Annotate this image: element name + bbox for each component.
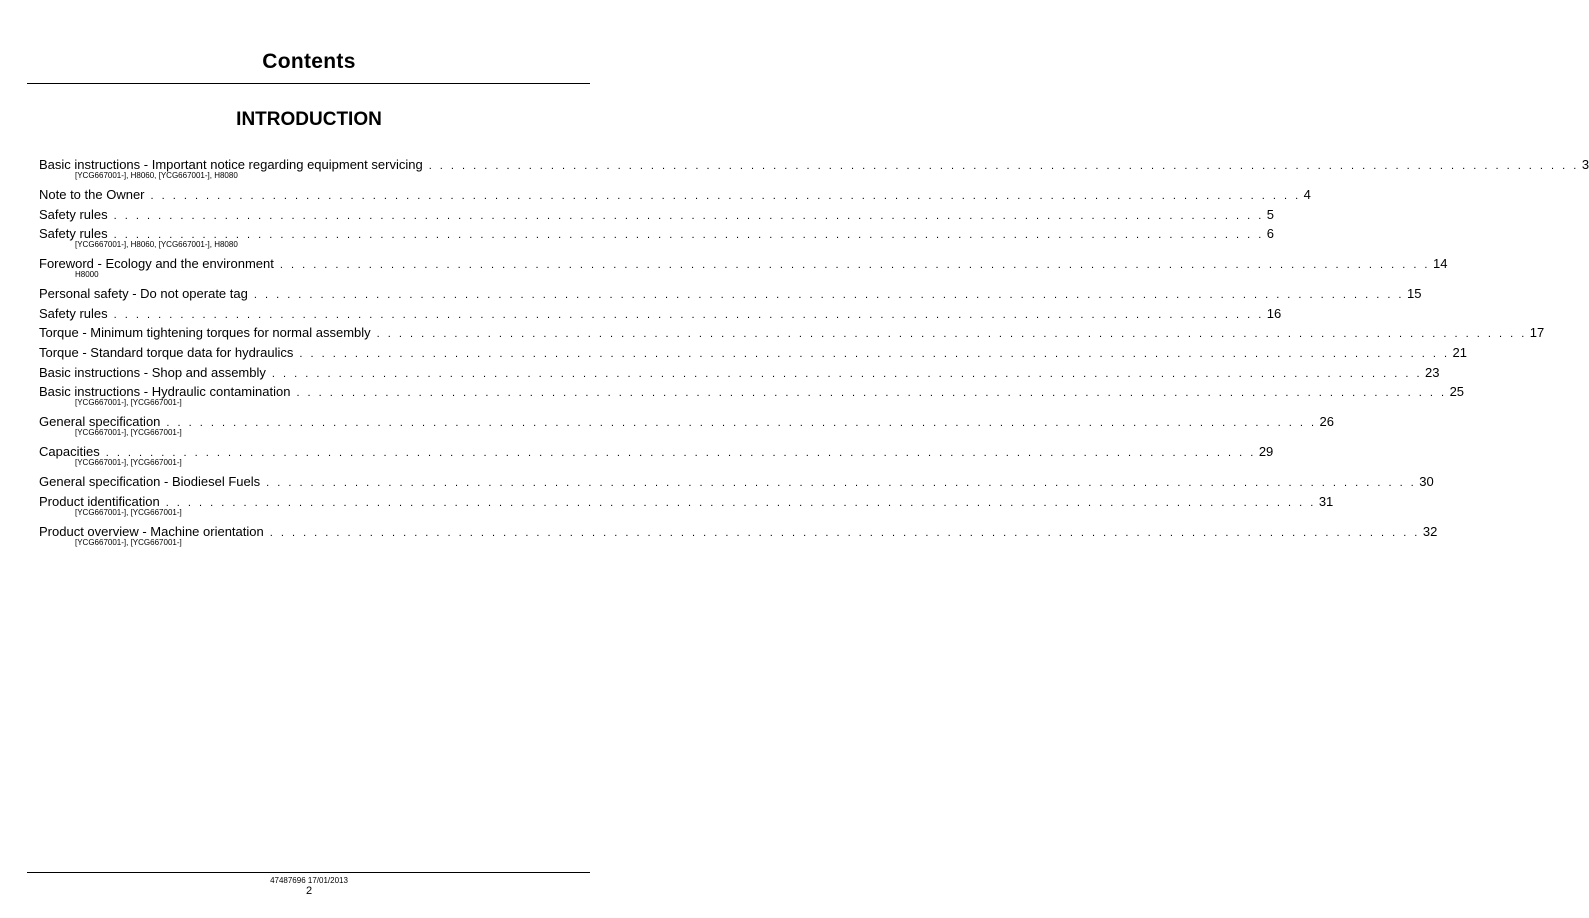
footer-rule — [27, 872, 590, 873]
toc-entry-page-number: 6 — [1266, 226, 1275, 242]
table-of-contents — [39, 157, 1589, 554]
toc-entry-page-number: 32 — [1422, 523, 1438, 539]
toc-dot-leader: . . . . . . . . . . . . . . . . . . . . . . . . . . . . . . . . . . . . . . . . . . . . . . . . . . . . . . . . . . . . . . . . . . . . . . . . . . . . . . . . . . . . . . . . . . . . . . . . . . . . . . . . — [428, 160, 1579, 172]
toc-entry-line — [39, 474, 1434, 490]
toc-entry[interactable] — [39, 157, 1589, 187]
toc-dot-leader: . . . . . . . . . . . . . . . . . . . . . . . . . . . . . . . . . . . . . . . . . . . . . . . . . . . . . . . . . . . . . . . . . . . . . . . . . . . . . . . . . . . . . . . . . . . . . . . . . . . . . . . . — [113, 308, 1264, 321]
toc-entry-page-number: 3 — [1581, 157, 1589, 172]
toc-entry-page-number: 21 — [1452, 344, 1467, 360]
toc-entry-applicability: [YCG667001-], [YCG667001-] — [75, 428, 182, 438]
toc-dot-leader: . . . . . . . . . . . . . . . . . . . . . . . . . . . . . . . . . . . . . . . . . . . . . . . . . . . . . . . . . . . . . . . . . . . . . . . . . . . . . . . . . . . . . . . . . . . . . . . . . . . . . . . . — [271, 367, 1423, 380]
toc-entry-title: Safety rules — [39, 206, 108, 222]
toc-entry-page-number: 5 — [1266, 206, 1275, 222]
toc-entry-applicability: [YCG667001-], H8060, [YCG667001-], H8080 — [75, 171, 238, 180]
toc-dot-leader: . . . . . . . . . . . . . . . . . . . . . . . . . . . . . . . . . . . . . . . . . . . . . . . . . . . . . . . . . . . . . . . . . . . . . . . . . . . . . . . . . . . . . . . . . . . . . . . . . . . . . . . . — [269, 526, 1420, 539]
toc-entry-line — [39, 305, 1282, 322]
toc-entry-line — [39, 187, 1311, 203]
toc-entry-title: General specification — [39, 414, 161, 430]
toc-entry-applicability: [YCG667001-], [YCG667001-] — [75, 537, 182, 547]
toc-entry-page-number: 25 — [1449, 384, 1465, 400]
toc-entry-page-number: 17 — [1529, 325, 1545, 341]
footer-page-number: 2 — [305, 885, 313, 897]
section-heading: INTRODUCTION — [236, 109, 382, 130]
toc-entry-title: Safety rules — [39, 305, 108, 321]
toc-entry[interactable] — [39, 474, 1434, 494]
toc-entry-page-number: 30 — [1419, 474, 1434, 490]
toc-entry-page-number: 16 — [1266, 305, 1282, 321]
toc-entry-page-number: 31 — [1318, 493, 1334, 509]
toc-entry-title: Torque - Minimum tightening torques for normal assembly — [39, 325, 371, 341]
toc-entry-title: General specification - Biodiesel Fuels — [39, 474, 261, 490]
toc-entry[interactable] — [39, 523, 1438, 554]
toc-entry-page-number: 14 — [1432, 256, 1448, 272]
toc-dot-leader: . . . . . . . . . . . . . . . . . . . . . . . . . . . . . . . . . . . . . . . . . . . . . . . . . . . . . . . . . . . . . . . . . . . . . . . . . . . . . . . . . . . . . . . . . . . . . . . . . . . . . . . . — [376, 328, 1527, 341]
toc-entry[interactable] — [39, 344, 1467, 365]
toc-entry-applicability: H8000 — [75, 270, 99, 280]
toc-entry-applicability: [YCG667001-], [YCG667001-] — [75, 398, 182, 408]
toc-dot-leader: . . . . . . . . . . . . . . . . . . . . . . . . . . . . . . . . . . . . . . . . . . . . . . . . . . . . . . . . . . . . . . . . . . . . . . . . . . . . . . . . . . . . . . . . . . . . . . . . . . . . . . . . — [166, 417, 1317, 430]
toc-entry-title: Personal safety - Do not operate tag — [39, 286, 248, 302]
toc-entry[interactable] — [39, 384, 1465, 414]
footer-document-reference: 47487696 17/01/2013 — [270, 876, 348, 885]
toc-entry[interactable] — [39, 187, 1311, 207]
toc-entry-title: Note to the Owner — [39, 187, 145, 202]
toc-dot-leader: . . . . . . . . . . . . . . . . . . . . . . . . . . . . . . . . . . . . . . . . . . . . . . . . . . . . . . . . . . . . . . . . . . . . . . . . . . . . . . . . . . . . . . . . . . . . . . . . . . . . . . . . — [279, 259, 1430, 272]
toc-entry-page-number: 4 — [1303, 187, 1311, 202]
page-title: Contents — [262, 50, 356, 73]
toc-entry-applicability: [YCG667001-], [YCG667001-] — [75, 507, 182, 517]
toc-entry-title: Basic instructions - Important notice regarding equipment servicing — [39, 157, 423, 172]
toc-entry-title: Safety rules — [39, 226, 108, 242]
toc-dot-leader: . . . . . . . . . . . . . . . . . . . . . . . . . . . . . . . . . . . . . . . . . . . . . . . . . . . . . . . . . . . . . . . . . . . . . . . . . . . . . . . . . . . . . . . . . . . . . . . . . . . . . . . . — [113, 209, 1264, 222]
toc-entry-title: Torque - Standard torque data for hydraulics — [39, 344, 294, 360]
toc-entry-page-number: 15 — [1406, 286, 1422, 302]
toc-dot-leader: . . . . . . . . . . . . . . . . . . . . . . . . . . . . . . . . . . . . . . . . . . . . . . . . . . . . . . . . . . . . . . . . . . . . . . . . . . . . . . . . . . . . . . . . . . . . . . . . . . . . . . . . — [253, 289, 1404, 302]
toc-entry-title: Product identification — [39, 493, 160, 509]
toc-entry-line — [39, 286, 1422, 302]
toc-entry[interactable] — [39, 325, 1545, 345]
toc-entry-line — [39, 344, 1467, 361]
toc-dot-leader: . . . . . . . . . . . . . . . . . . . . . . . . . . . . . . . . . . . . . . . . . . . . . . . . . . . . . . . . . . . . . . . . . . . . . . . . . . . . . . . . . . . . . . . . . . . . . . . . . . . . . . . . — [165, 496, 1316, 509]
toc-entry-title: Product overview - Machine orientation — [39, 523, 264, 539]
toc-entry[interactable] — [39, 364, 1440, 385]
toc-entry[interactable] — [39, 414, 1334, 444]
toc-entry-applicability: [YCG667001-], [YCG667001-] — [75, 458, 182, 468]
toc-dot-leader: . . . . . . . . . . . . . . . . . . . . . . . . . . . . . . . . . . . . . . . . . . . . . . . . . . . . . . . . . . . . . . . . . . . . . . . . . . . . . . . . . . . . . . . . . . . . . . . . . . . . . . . . — [113, 229, 1264, 242]
toc-entry[interactable] — [39, 206, 1275, 227]
toc-entry[interactable] — [39, 305, 1282, 326]
toc-dot-leader: . . . . . . . . . . . . . . . . . . . . . . . . . . . . . . . . . . . . . . . . . . . . . . . . . . . . . . . . . . . . . . . . . . . . . . . . . . . . . . . . . . . . . . . . . . . . . . . . . . . . . . . . — [105, 447, 1256, 460]
toc-entry-line — [39, 256, 1448, 272]
toc-entry-title: Basic instructions - Hydraulic contamination — [39, 384, 291, 400]
toc-entry-line — [39, 364, 1440, 381]
toc-entry-applicability: [YCG667001-], H8060, [YCG667001-], H8080 — [75, 240, 238, 250]
toc-entry-page-number: 29 — [1258, 444, 1274, 460]
header-rule — [27, 83, 590, 84]
toc-dot-leader: . . . . . . . . . . . . . . . . . . . . . . . . . . . . . . . . . . . . . . . . . . . . . . . . . . . . . . . . . . . . . . . . . . . . . . . . . . . . . . . . . . . . . . . . . . . . . . . . . . . . . . . . — [296, 387, 1447, 400]
toc-entry-title: Foreword - Ecology and the environment — [39, 256, 274, 272]
toc-entry[interactable] — [39, 286, 1422, 306]
toc-entry-page-number: 26 — [1319, 414, 1334, 430]
toc-entry-line — [39, 206, 1275, 223]
toc-dot-leader: . . . . . . . . . . . . . . . . . . . . . . . . . . . . . . . . . . . . . . . . . . . . . . . . . . . . . . . . . . . . . . . . . . . . . . . . . . . . . . . . . . . . . . . . . . . . . . . . . . . . . . . . — [299, 347, 1450, 360]
toc-entry[interactable] — [39, 493, 1334, 524]
toc-entry-page-number: 23 — [1425, 364, 1440, 380]
toc-entry[interactable] — [39, 226, 1275, 256]
toc-entry-title: Basic instructions - Shop and assembly — [39, 364, 266, 380]
toc-entry[interactable] — [39, 256, 1448, 286]
toc-dot-leader: . . . . . . . . . . . . . . . . . . . . . . . . . . . . . . . . . . . . . . . . . . . . . . . . . . . . . . . . . . . . . . . . . . . . . . . . . . . . . . . . . . . . . . . . . . . . . . . . . . . . . . . . — [150, 190, 1301, 202]
toc-dot-leader: . . . . . . . . . . . . . . . . . . . . . . . . . . . . . . . . . . . . . . . . . . . . . . . . . . . . . . . . . . . . . . . . . . . . . . . . . . . . . . . . . . . . . . . . . . . . . . . . . . . . . . . . — [266, 477, 1417, 490]
toc-entry-line — [39, 325, 1545, 341]
toc-entry-title: Capacities — [39, 444, 100, 460]
toc-entry[interactable] — [39, 444, 1274, 474]
